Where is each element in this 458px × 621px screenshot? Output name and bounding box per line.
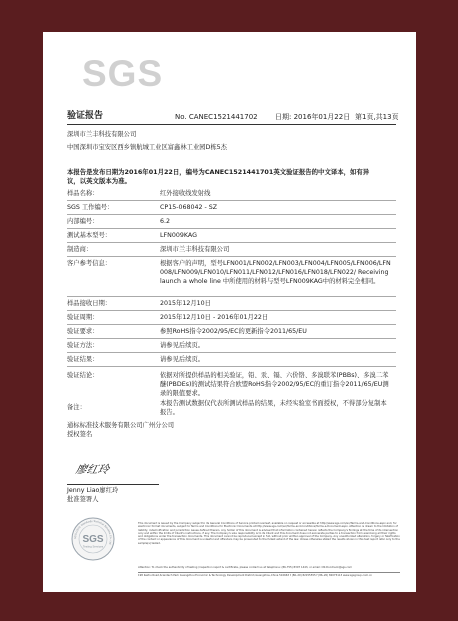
field-label: SGS 工作编号： (67, 204, 114, 211)
authorized-signature-label: 授权签名 (67, 431, 93, 438)
field-label: 测试基本型号： (67, 232, 112, 239)
header-rule (67, 124, 396, 125)
seal-sub-text: Testing Services (82, 544, 104, 549)
field-value: 依据对所提供样品的相关验证，铅、汞、镉、六价铬、多溴联苯(PBBs)、多溴二苯醚(PBDEs)的测试结果符合欧盟RoHS指令2002/95/EC的重订指令2011/65/EU测录的限值要求。 (160, 372, 389, 397)
issuing-company: 通标标准技术服务有限公司广州分公司 (67, 422, 175, 429)
field-label: 验证结果： (67, 356, 99, 363)
seal-ring-text: SGS-CSTC Standards Technical Services Co., Ltd. (73, 519, 113, 546)
row-divider (67, 228, 396, 229)
row-divider (67, 214, 396, 215)
signer-name: Jenny Liao廖红玲 (67, 487, 119, 494)
applicant-name: 深圳市兰丰科技有限公司 (67, 131, 137, 138)
sgs-seal-icon (71, 517, 115, 561)
authenticity-footer: Attention: To check the authenticity of testing /inspection report & certificate, please contact us at telephone: (86-755) 8307 1443, or email: CN.Doccheck@sgs.com (138, 566, 353, 569)
field-label: 制造商： (67, 246, 93, 253)
field-label: 验证周期： (67, 314, 99, 321)
page-count: 第1页,共13页 (355, 113, 399, 121)
field-label: 客户参考信息： (67, 260, 112, 267)
field-value: 深圳市兰丰科技有限公司 (160, 246, 230, 253)
field-value: 请参见后续页。 (160, 356, 205, 363)
row-divider (67, 296, 396, 297)
field-value: 2015年12月10日 - 2016年01月22日 (160, 314, 269, 321)
address-footer: 198 Kezhu Road,Scientech Park Guangzhou Economic & Technology Development District,Guangzhou,China 510663 t (86–20) 82155555 f (86–20) 82075113 www.sgsgroup.com.cn (138, 572, 400, 577)
report-title: 验证报告 (67, 111, 104, 121)
field-label: 样品接收日期： (67, 300, 112, 307)
terms-fine-print: This document is issued by the Company subject to its General Conditions of Service printed overleaf, available on request or accessible at http://www.sgs.com/en/Terms-and-Conditions.aspx and, for electronic format documents, subject to Terms and Conditions for Electronic Documents at http://www.sgs.com/en/Terms-and-Conditions/Terms-e-Document.aspx. Attention is drawn to the limitation of liability, indemnification and jurisdiction issues defined therein. Any holder of this document is advised that information contained hereon reflects the Company's findings at the time of its intervention only and within the limits of Client's instructions, if any. The Company's sole responsibility is to its Client and this document does not exonerate parties to a transaction from exercising all their rights and obligations under the transaction documents. This document cannot be reproduced except in full, without prior written approval of the Company. Any unauthorized alteration, forgery or falsification of the content or appearance of this document is unlawful and offenders may be prosecuted to the fullest extent of the law. Unless otherwise stated the results shown in this test report refer only to the sample(s) tested. (138, 522, 400, 545)
row-divider (67, 256, 396, 257)
signature-line (67, 484, 159, 485)
row-divider (67, 310, 396, 311)
field-label: 样品名称： (67, 190, 99, 197)
signer-role: 批准签署人 (67, 496, 99, 503)
translation-notice-line2: 议，以英文版本为准。 (67, 177, 131, 185)
row-divider (67, 242, 396, 243)
field-value: 本报告测试数据仅代表所测试样品的结果，未经实验室书面授权，不得部分复制本报告。 (160, 400, 387, 416)
row-divider (67, 352, 396, 353)
row-divider (67, 338, 396, 339)
row-divider (67, 200, 396, 201)
field-label: 备注： (67, 404, 86, 411)
field-value: LFN009KAG (160, 232, 197, 239)
field-label: 验证方法： (67, 342, 99, 349)
field-label: 验证要求： (67, 328, 99, 335)
report-page (43, 32, 416, 592)
seal-text: SGS (82, 534, 104, 545)
field-value: 红外接收线发射线 (160, 190, 211, 197)
sgs-logo (82, 53, 164, 94)
field-value: 6.2 (160, 218, 171, 225)
sgs-logo-text: SGS (82, 53, 164, 94)
field-value: 请参见后续页。 (160, 342, 205, 349)
row-divider (67, 366, 396, 367)
report-date: 日期: 2016年01月22日 (275, 113, 351, 121)
field-value: CP15-068042 - SZ (160, 204, 218, 211)
field-label: 内部编号： (67, 218, 99, 225)
row-divider (67, 324, 396, 325)
field-label: 验证结论： (67, 372, 99, 379)
field-value: 参照RoHS指令2002/95/EC的更新指令2011/65/EU (160, 328, 307, 335)
handwritten-signature: 廖红玲 (74, 463, 111, 476)
report-number: No. CANEC1521441702 (175, 113, 258, 121)
field-value: 2015年12月10日 (160, 300, 211, 307)
field-value: 根据客户的声明，型号LFN001/LFN002/LFN003/LFN004/LFN005/LFN006/LFN008/LFN009/LFN010/LFN011/LFN012/LFN016/LFN018/LFN022/ Receiving launch a whole line 中所使用的材料与型号LFN009KAG中的材料完全相同。 (160, 260, 391, 285)
translation-notice-line1: 本报告是发布日期为2016年01月22日，编号为CANEC1521441701英文验证报告的中文译本，如有异 (67, 168, 370, 176)
applicant-address: 中国深圳市宝安区西乡镇航城工业区富鑫林工业园D栋5杰 (67, 144, 227, 151)
